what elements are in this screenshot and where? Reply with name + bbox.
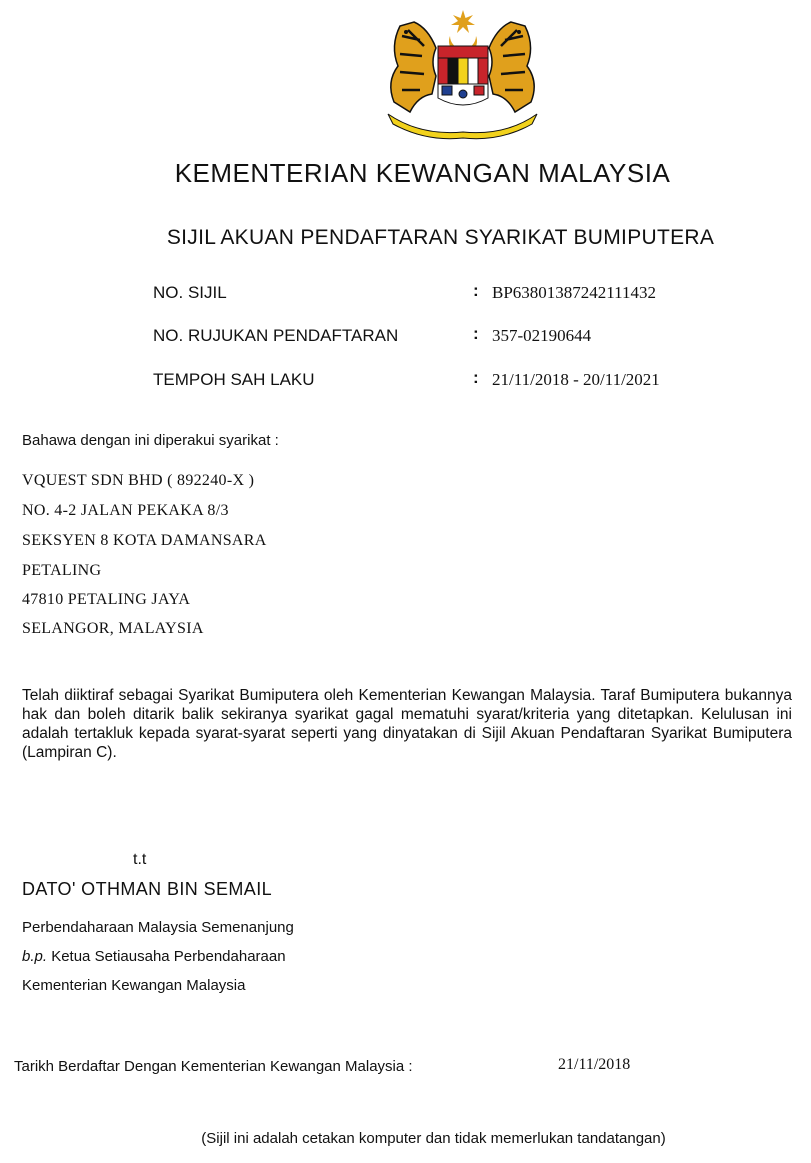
address-line: 47810 PETALING JAYA [22,591,191,608]
tt-mark: t.t [133,851,147,868]
signatory-name: DATO' OTHMAN BIN SEMAIL [22,879,273,899]
signatory-org-line-2 [22,948,286,965]
registration-date-value: 21/11/2018 [558,1056,631,1073]
certificate-title: SIJIL AKUAN PENDAFTARAN SYARIKAT BUMIPUTERA [166,226,715,249]
reference-number-colon: : [473,324,479,343]
validity-period-value: 21/11/2018 - 20/11/2021 [492,370,660,389]
bp-abbrev: b.p. [22,948,48,965]
address-line: SELANGOR, MALAYSIA [22,620,204,637]
footnote: (Sijil ini adalah cetakan komputer dan tidak memerlukan tandatangan) [201,1130,666,1147]
validity-period-colon: : [473,368,479,387]
cert-number-colon: : [473,281,479,300]
signatory-org-line-3: Kementerian Kewangan Malaysia [22,977,246,994]
address-line: SEKSYEN 8 KOTA DAMANSARA [22,532,267,549]
address-line: NO. 4-2 JALAN PEKAKA 8/3 [22,502,229,519]
recognition-statement: Telah diiktiraf sebagai Syarikat Bumiputera oleh Kementerian Kewangan Malaysia. Taraf Bumiputera bukannya hak dan boleh ditarik balik sekiranya syarikat gagal mematuhi syarat/kriteria yang ditetapkan. Kelulusan ini adalah tertakluk kepada syarat-syarat seperti yang dinyatakan di Sijil Akuan Pendaftaran Syarikat Bumiputera (Lampiran C). [22,687,792,761]
signatory-org-line-1: Perbendaharaan Malaysia Semenanjung [22,919,294,936]
coat-of-arms-icon [380,6,545,141]
signatory-title: Ketua Setiausaha Perbendaharaan [51,948,286,965]
cert-number-label: NO. SIJIL [153,283,227,302]
reference-number-label: NO. RUJUKAN PENDAFTARAN [153,326,399,345]
reference-number-value: 357-02190644 [492,326,592,345]
intro-text: Bahawa dengan ini diperakui syarikat : [22,432,279,449]
ministry-title: KEMENTERIAN KEWANGAN MALAYSIA [174,158,671,188]
cert-number-value: BP63801387242111432 [492,283,657,302]
validity-period-label: TEMPOH SAH LAKU [153,370,315,389]
address-line: PETALING [22,562,102,579]
registration-date-label: Tarikh Berdaftar Dengan Kementerian Kewangan Malaysia : [14,1058,413,1075]
company-name: VQUEST SDN BHD ( 892240-X ) [22,472,255,489]
